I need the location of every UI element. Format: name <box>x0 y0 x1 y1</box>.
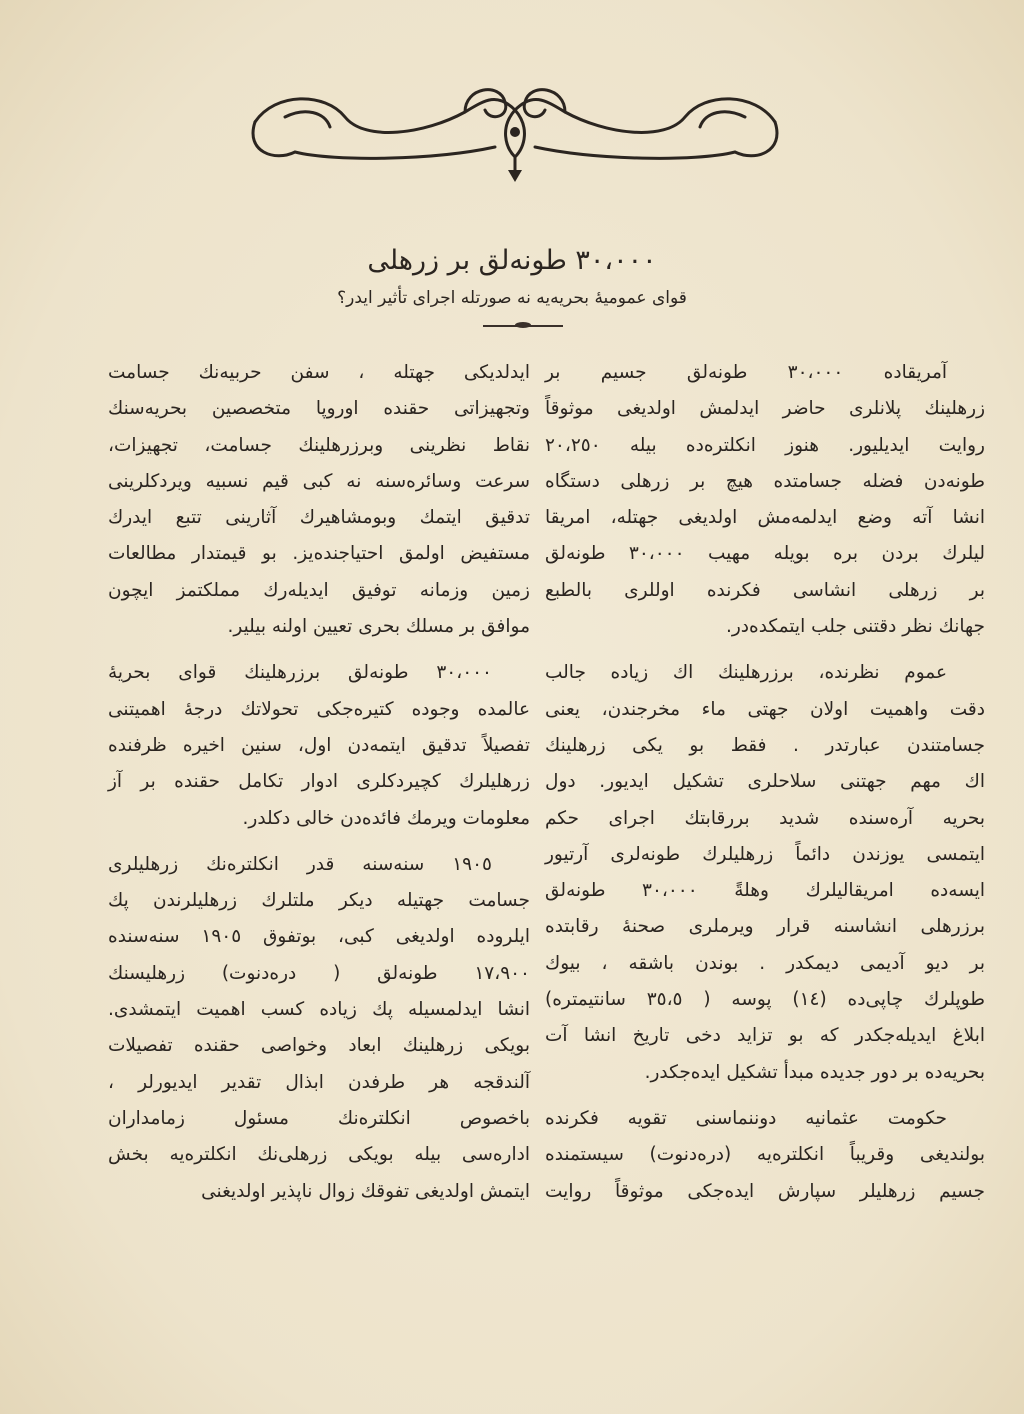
text-line: زرهليلرك كچيردكلرى ادوار تكامل حقنده بر آز <box>108 771 530 793</box>
article-subtitle: قواى عموميهٔ بحريه‌يه نه صورتله اجراى تأثير ايدر؟ <box>337 288 687 308</box>
paragraph <box>108 355 530 645</box>
text-line: بويكى زرهلينك ابعاد وخواصى حقنده تفصيلات <box>108 1035 530 1057</box>
text-line: اداره‌سى بيله بويكى زرهلى‌نك انكلتره‌يه بخش <box>108 1144 530 1166</box>
text-line: عالمده وجوده كتيره‌جكى تحولاتك درجهٔ اهميتنى <box>108 698 530 720</box>
paragraph <box>545 355 985 645</box>
text-line: سرعت وسائره‌سنه نه كبى قيم نسبيه ويردكلرينى <box>108 470 530 492</box>
article-title: ٣٠،٠٠٠ طونه‌لق بر زرهلى <box>367 245 657 276</box>
text-line: بحريه آره‌سنده شديد بررقابتك اجراى حكم <box>545 807 985 829</box>
text-line: آمريقاده ٣٠،٠٠٠ طونه‌لق جسيم بر <box>545 362 947 383</box>
text-line: ايلروده اولديغى كبى، بوتفوق ١٩٠٥ سنه‌سنده <box>108 926 531 948</box>
text-line: جسيم زرهليلر سپارش ايده‌جكى موثوقاً روايت <box>545 1180 985 1202</box>
text-line: روايت ايديليور. هنوز انكلتره‌ده بيله ٢٠،٢٥٠ <box>545 434 985 456</box>
text-line: وتجهيزاتى حقنده اوروپا متخصصين بحريه‌سنك <box>108 398 530 420</box>
paragraph <box>545 655 985 1091</box>
left-column <box>108 355 530 1210</box>
text-line: جسامتندن عبارتدر . فقط بو يكى زرهلينك <box>545 734 985 756</box>
text-line: دقت واهميت اولان جهتى ماء مخرجندن، يعنى <box>545 698 985 720</box>
text-line: اك مهم جهتنى سلاحلرى تشكيل ايديور. دول <box>545 771 985 793</box>
paragraph <box>545 1101 985 1210</box>
text-line: جسامت جهتيله ديكر ملتلرك زرهليلرندن پك <box>108 890 530 912</box>
paragraph <box>108 655 530 836</box>
text-line: بولنديغى وقريباً انكلتره‌يه (دره‌دنوت) سيستمنده <box>545 1144 985 1166</box>
decorative-ornament-icon <box>235 72 795 192</box>
text-line: ايتمش اولديغى تفوقك زوال ناپذير اولديغنى <box>201 1180 530 1202</box>
paragraph <box>108 847 530 1210</box>
paragraph-gap <box>108 837 530 847</box>
text-line: موافق بر مسلك بحرى تعيين اولنه بيلير. <box>227 616 530 638</box>
text-line: زرهلينك پلانلرى حاضر ايدلمش اولديغى موثوقاً <box>545 398 985 420</box>
text-line: ايدلديكى جهتله ، سفن حربيه‌نك جسامت <box>108 362 530 383</box>
text-line: باخصوص انكلتره‌نك مسئول زمامداران <box>108 1107 530 1129</box>
text-line: بحريه‌ده بر دور جديده مبدأ تشكيل ايده‌جكدر. <box>644 1061 985 1083</box>
text-line: ١٩٠٥ سنه‌سنه قدر انكلتره‌نك زرهليلرى <box>108 853 492 875</box>
paragraph-gap <box>545 1091 985 1101</box>
text-line: ابلاغ ايديله‌جكدر كه بو تزايد دخى تاريخ انشا آت <box>545 1025 985 1047</box>
text-line: تفصيلاً تدقيق ايتمه‌دن اول، سنين اخيره ظرفنده <box>108 734 530 756</box>
paragraph-gap <box>108 645 530 655</box>
text-line: طوپلرك چاپى‌ده (١٤) پوسه ( ٣٥،٥ سانتيمتره) <box>545 989 985 1011</box>
text-line: آلندقجه هر طرفدن ابذال تقدير ايديورلر ، <box>108 1071 530 1093</box>
text-line: ايسه‌ده امريقاليلرك وهلةً ٣٠،٠٠٠ طونه‌لق <box>545 880 986 902</box>
title-divider <box>483 325 563 327</box>
text-line: ٣٠،٠٠٠ طونه‌لق برزرهلينك قواى بحريهٔ <box>108 662 492 684</box>
text-line: بر زرهلى انشاسى فكرنده اوللرى بالطبع <box>545 579 985 601</box>
text-line: مستفيض اولمق احتياجنده‌يز. بو قيمتدار مطالعات <box>108 543 530 565</box>
text-line: زمين وزمانه توفيق ايديله‌رك مملكتمز ايچون <box>108 579 530 601</box>
text-line: معلومات ويرمك فائده‌دن خالى دكلدر. <box>242 807 530 829</box>
text-line: ١٧،٩٠٠ طونه‌لق ( دره‌دنوت) زرهليسنك <box>108 962 530 984</box>
text-line: عموم نظرنده، برزرهلينك اك زياده جالب <box>545 662 947 684</box>
text-line: برزرهلى انشاسنه قرار ويرملرى صحنهٔ رقابتده <box>545 916 985 938</box>
right-column <box>545 355 985 1210</box>
text-line: جهانك نظر دقتنى جلب ايتمكده‌در. <box>725 616 985 638</box>
text-line: انشا ايدلمسيله پك زياده كسب اهميت ايتمشدى. <box>108 999 530 1021</box>
text-line: ايتمسى يوزندن دائماً زرهليلرك طونه‌لرى آرتيور <box>545 843 985 865</box>
text-line: بر ديو آديمى ديمكدر . بوندن باشقه ، بيوك <box>545 952 985 974</box>
paragraph-gap <box>545 645 985 655</box>
text-line: نقاط نظرينى وبرزرهلينك جسامت، تجهيزات، <box>108 434 530 456</box>
text-line: ليلرك بردن بره بويله مهيب ٣٠،٠٠٠ طونه‌لق <box>545 543 986 565</box>
text-line: حكومت عثمانيه دوننماسنى تقويه فكرنده <box>545 1107 947 1129</box>
text-line: تدقيق ايتمك وبومشاهيرك آثارينى تتبع ايدرك <box>108 507 530 529</box>
text-line: طونه‌دن فضله جسامتده هيچ بر زرهلى دستگاه <box>545 470 985 492</box>
text-line: انشا آته وضع ايدلمه‌مش اولديغى جهتله، امريقا <box>545 507 985 529</box>
